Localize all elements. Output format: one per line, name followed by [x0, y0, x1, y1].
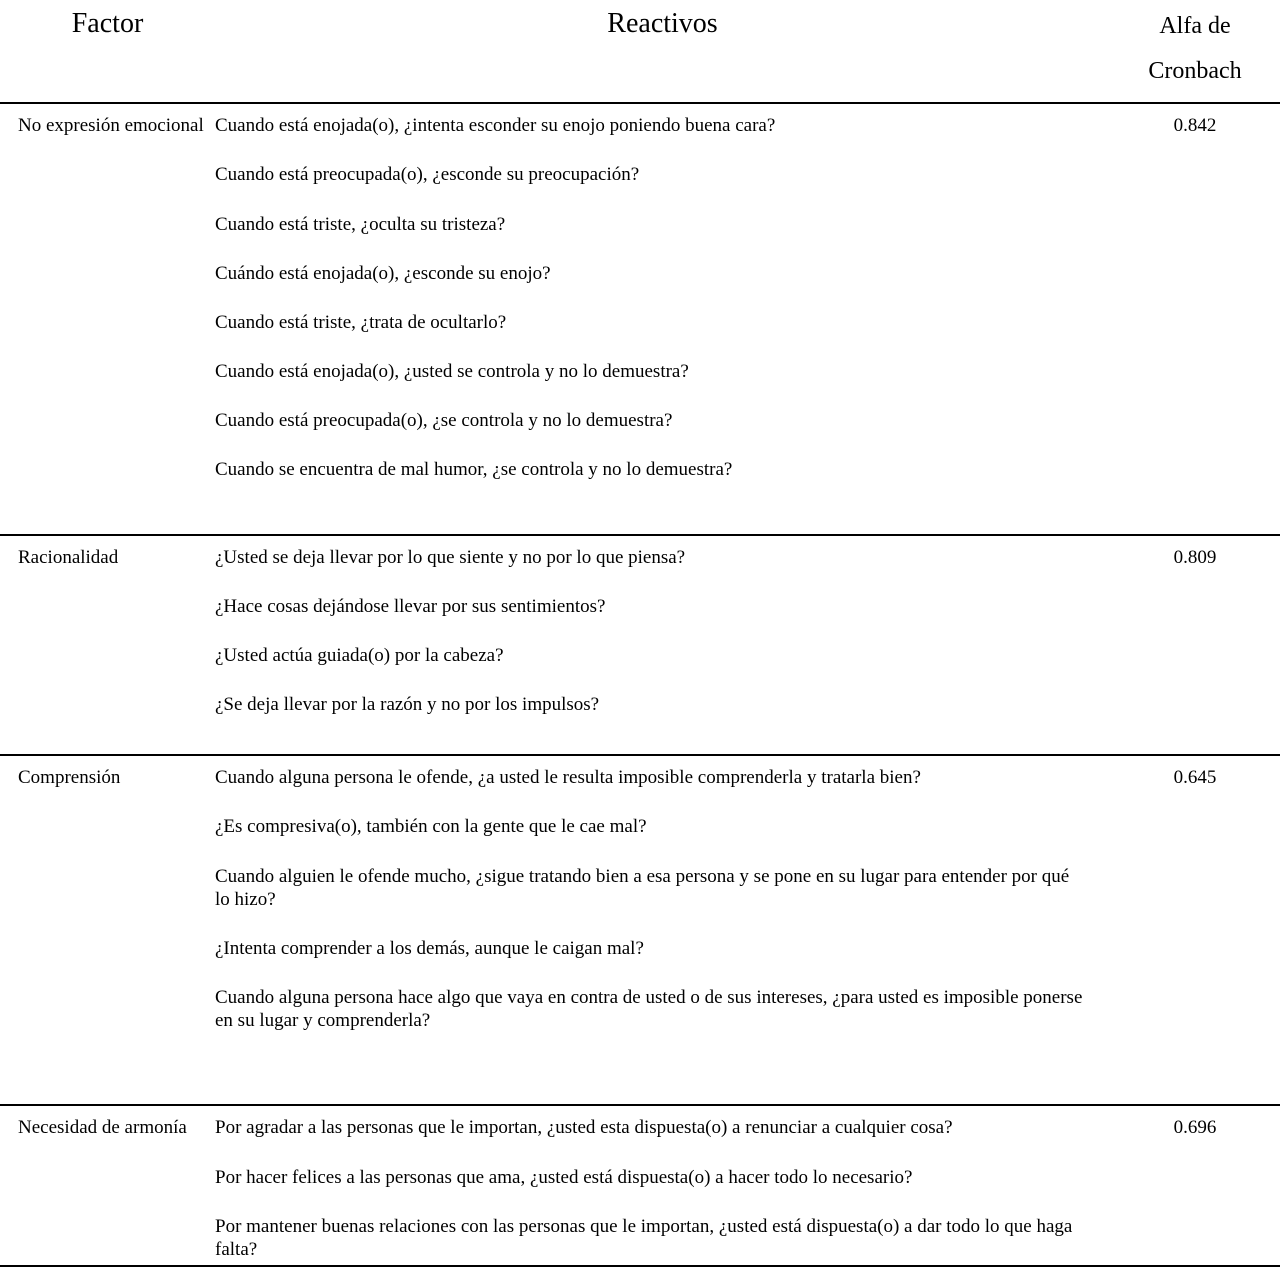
factor-name: Comprensión [18, 767, 121, 789]
item-text: Cuando está enojada(o), ¿intenta esconder su enojo poniendo buena cara? [215, 115, 776, 137]
col-header-alfa-line1: Alfa de [1159, 13, 1231, 39]
item-text: ¿Usted actúa guiada(o) por la cabeza? [215, 644, 504, 666]
item-text: ¿Usted se deja llevar por lo que siente y no por lo que piensa? [215, 546, 686, 568]
factor-section-racionalidad [0, 534, 1280, 755]
table-body [0, 102, 1280, 1267]
items-list [215, 114, 1110, 481]
item-text: Por agradar a las personas que le importan, ¿usted esta dispuesta(o) a renunciar a cualquier cosa? [215, 1117, 953, 1139]
item-text: Cuando alguna persona le ofende, ¿a usted le resulta imposible comprenderla y tratarla bien? [215, 767, 921, 789]
item-text: ¿Se deja llevar por la razón y no por los impulsos? [215, 694, 600, 716]
cronbach-alpha-value: 0.809 [1173, 546, 1217, 568]
item-text: Cuando está enojada(o), ¿usted se controla y no lo demuestra? [215, 361, 689, 383]
cronbach-alpha-value: 0.842 [1173, 115, 1217, 137]
item-text: Cuando está triste, ¿trata de ocultarlo? [215, 311, 507, 333]
factor-name: Necesidad de armonía [18, 1117, 187, 1139]
items-list [215, 1116, 1110, 1261]
col-header-alfa-cronbach [1110, 4, 1280, 94]
item-text: Cuando alguien le ofende mucho, ¿sigue tratando bien a esa persona y se pone en su lugar para entender por qué lo hizo? [215, 865, 1070, 910]
item-text: Por hacer felices a las personas que ama, ¿usted está dispuesta(o) a hacer todo lo necesario? [215, 1166, 913, 1188]
factor-name: Racionalidad [18, 546, 119, 568]
item-text: Cuando está preocupada(o), ¿se controla y no lo demuestra? [215, 410, 673, 432]
item-text: Cuando está preocupada(o), ¿esconde su preocupación? [215, 164, 640, 186]
factor-section-necesidad-de-armonia [0, 1104, 1280, 1265]
items-list [215, 766, 1110, 1032]
cronbach-alpha-value: 0.696 [1173, 1117, 1217, 1139]
item-text: Cuando alguna persona hace algo que vaya en contra de usted o de sus intereses, ¿para usted es imposible ponerse en su lugar y comprenderla? [215, 987, 1083, 1032]
items-list [215, 546, 1110, 717]
item-text: Cuando se encuentra de mal humor, ¿se controla y no lo demuestra? [215, 459, 733, 481]
item-text: Cuando está triste, ¿oculta su tristeza? [215, 213, 506, 235]
cronbach-alpha-value: 0.645 [1173, 767, 1217, 789]
item-text: Cuándo está enojada(o), ¿esconde su enojo? [215, 262, 551, 284]
col-header-reactivos: Reactivos [607, 8, 718, 39]
item-text: Por mantener buenas relaciones con las personas que le importan, ¿usted está dispuesta(o) a dar todo lo que haga falta? [215, 1215, 1073, 1260]
factor-section-no-expresion-emocional [0, 102, 1280, 533]
table-header-row [0, 0, 1280, 102]
item-text: ¿Intenta comprender a los demás, aunque le caigan mal? [215, 937, 644, 959]
item-text: ¿Hace cosas dejándose llevar por sus sentimientos? [215, 595, 606, 617]
col-header-alfa-line2: Cronbach [1148, 58, 1242, 85]
factor-section-comprension [0, 754, 1280, 1104]
col-header-factor: Factor [71, 8, 144, 39]
item-text: ¿Es compresiva(o), también con la gente que le cae mal? [215, 816, 647, 838]
factor-name: No expresión emocional [18, 115, 204, 137]
